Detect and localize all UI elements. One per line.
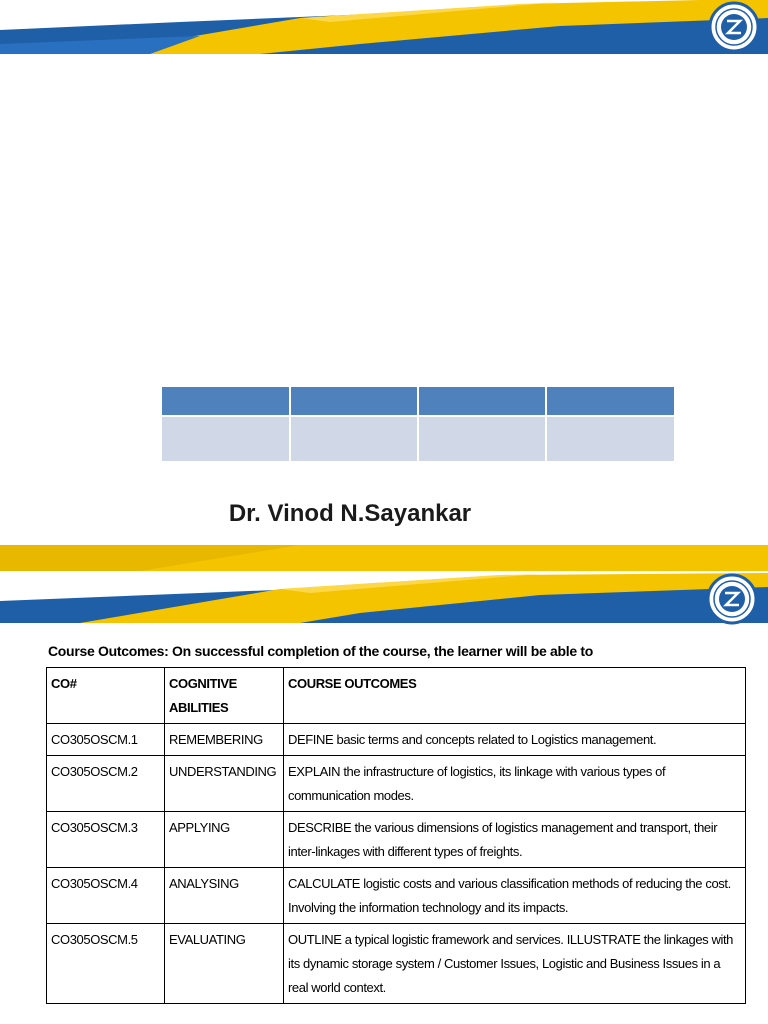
co-code: CO305OSCM.2 bbox=[47, 756, 165, 812]
course-outcomes-slide bbox=[0, 545, 768, 1024]
table-header-row bbox=[47, 668, 746, 724]
empty-info-table bbox=[162, 387, 674, 461]
course-outcomes-intro: Course Outcomes: On successful completion of the course, the learner will be able to bbox=[48, 643, 594, 659]
table-header-cell bbox=[546, 387, 674, 416]
header-banner bbox=[0, 545, 768, 623]
table-cell bbox=[546, 416, 674, 461]
table-row bbox=[47, 924, 746, 1004]
cognitive-ability: REMEMBERING bbox=[165, 724, 284, 756]
cognitive-ability: EVALUATING bbox=[165, 924, 284, 1004]
co-code: CO305OSCM.4 bbox=[47, 868, 165, 924]
co-code: CO305OSCM.3 bbox=[47, 812, 165, 868]
table-cell bbox=[290, 416, 418, 461]
course-outcome: EXPLAIN the infrastructure of logistics, its linkage with various types of communication modes. bbox=[284, 756, 746, 812]
presenter-name: Dr. Vinod N.Sayankar bbox=[228, 500, 472, 527]
course-outcomes-table bbox=[46, 667, 746, 1004]
institution-logo-icon bbox=[706, 1, 762, 53]
table-row bbox=[47, 868, 746, 924]
table-header-cell bbox=[162, 387, 290, 416]
table-header-cell bbox=[418, 387, 546, 416]
cognitive-ability: APPLYING bbox=[165, 812, 284, 868]
course-outcome: CALCULATE logistic costs and various classification methods of reducing the cost. Involving the information technology and its impacts. bbox=[284, 868, 746, 924]
table-cell bbox=[418, 416, 546, 461]
header-co: CO# bbox=[47, 668, 165, 724]
header-abilities: COGNITIVE ABILITIES bbox=[165, 668, 284, 724]
institution-logo-icon bbox=[704, 573, 760, 625]
table-row bbox=[47, 812, 746, 868]
header-outcomes: COURSE OUTCOMES bbox=[284, 668, 746, 724]
table-row bbox=[47, 724, 746, 756]
header-banner bbox=[0, 0, 768, 54]
course-outcome: DESCRIBE the various dimensions of logistics management and transport, their inter-linkages with different types of freights. bbox=[284, 812, 746, 868]
co-code: CO305OSCM.5 bbox=[47, 924, 165, 1004]
cognitive-ability: ANALYSING bbox=[165, 868, 284, 924]
table-header-cell bbox=[290, 387, 418, 416]
course-outcome: OUTLINE a typical logistic framework and services. ILLUSTRATE the linkages with its dynamic storage system / Customer Issues, Logistic and Business Issues in a real world context. bbox=[284, 924, 746, 1004]
course-outcome: DEFINE basic terms and concepts related to Logistics management. bbox=[284, 724, 746, 756]
table-row bbox=[47, 756, 746, 812]
cognitive-ability: UNDERSTANDING bbox=[165, 756, 284, 812]
co-code: CO305OSCM.1 bbox=[47, 724, 165, 756]
table-cell bbox=[162, 416, 290, 461]
